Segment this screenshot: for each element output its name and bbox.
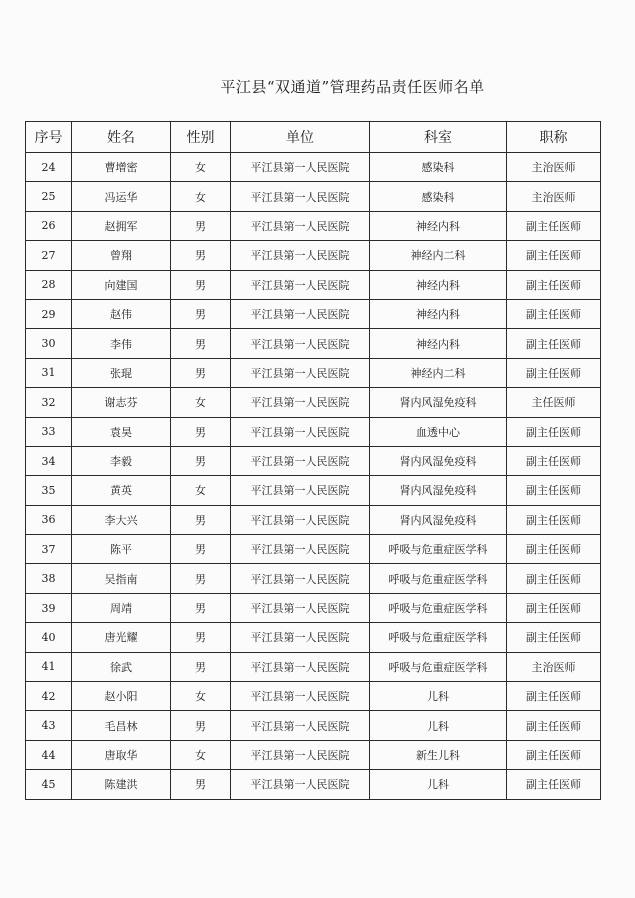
header-serial-number: 序号 (26, 122, 72, 153)
unit-cell: 平江县第一人民医院 (231, 770, 370, 799)
table-row (26, 682, 601, 711)
department-cell: 神经内科 (370, 299, 507, 328)
title-cell: 副主任医师 (507, 711, 601, 740)
table-row (26, 182, 601, 211)
serial-number-cell: 35 (26, 476, 72, 505)
gender-cell: 男 (171, 770, 231, 799)
name-cell: 向建国 (72, 270, 171, 299)
department-cell: 肾内风湿免疫科 (370, 505, 507, 534)
unit-cell: 平江县第一人民医院 (231, 652, 370, 681)
table-row (26, 241, 601, 270)
department-cell: 儿科 (370, 770, 507, 799)
department-cell: 神经内科 (370, 329, 507, 358)
table-row (26, 417, 601, 446)
unit-cell: 平江县第一人民医院 (231, 329, 370, 358)
serial-number-cell: 26 (26, 211, 72, 240)
title-cell: 副主任医师 (507, 211, 601, 240)
name-cell: 袁昊 (72, 417, 171, 446)
table-row (26, 446, 601, 475)
serial-number-cell: 40 (26, 623, 72, 652)
title-cell: 副主任医师 (507, 682, 601, 711)
name-cell: 冯运华 (72, 182, 171, 211)
name-cell: 周靖 (72, 593, 171, 622)
title-cell: 主治医师 (507, 652, 601, 681)
title-cell: 副主任医师 (507, 505, 601, 534)
unit-cell: 平江县第一人民医院 (231, 270, 370, 299)
unit-cell: 平江县第一人民医院 (231, 711, 370, 740)
table-row (26, 623, 601, 652)
header-name: 姓名 (72, 122, 171, 153)
unit-cell: 平江县第一人民医院 (231, 564, 370, 593)
serial-number-cell: 43 (26, 711, 72, 740)
gender-cell: 女 (171, 388, 231, 417)
table-row (26, 299, 601, 328)
department-cell: 神经内科 (370, 211, 507, 240)
unit-cell: 平江县第一人民医院 (231, 623, 370, 652)
serial-number-cell: 31 (26, 358, 72, 387)
department-cell: 神经内科 (370, 270, 507, 299)
unit-cell: 平江县第一人民医院 (231, 182, 370, 211)
gender-cell: 女 (171, 153, 231, 182)
serial-number-cell: 38 (26, 564, 72, 593)
department-cell: 神经内二科 (370, 358, 507, 387)
unit-cell: 平江县第一人民医院 (231, 446, 370, 475)
table-row (26, 329, 601, 358)
title-cell: 副主任医师 (507, 623, 601, 652)
table-row (26, 711, 601, 740)
table-row (26, 388, 601, 417)
title-cell: 副主任医师 (507, 241, 601, 270)
department-cell: 感染科 (370, 182, 507, 211)
serial-number-cell: 37 (26, 535, 72, 564)
unit-cell: 平江县第一人民医院 (231, 417, 370, 446)
table-row (26, 770, 601, 799)
gender-cell: 男 (171, 241, 231, 270)
title-cell: 副主任医师 (507, 770, 601, 799)
name-cell: 曹增密 (72, 153, 171, 182)
title-cell: 主任医师 (507, 388, 601, 417)
unit-cell: 平江县第一人民医院 (231, 740, 370, 769)
department-cell: 呼吸与危重症医学科 (370, 535, 507, 564)
table-row (26, 476, 601, 505)
name-cell: 陈建洪 (72, 770, 171, 799)
unit-cell: 平江县第一人民医院 (231, 211, 370, 240)
department-cell: 儿科 (370, 682, 507, 711)
name-cell: 唐光耀 (72, 623, 171, 652)
unit-cell: 平江县第一人民医院 (231, 593, 370, 622)
serial-number-cell: 39 (26, 593, 72, 622)
gender-cell: 男 (171, 299, 231, 328)
unit-cell: 平江县第一人民医院 (231, 299, 370, 328)
department-cell: 呼吸与危重症医学科 (370, 593, 507, 622)
name-cell: 徐武 (72, 652, 171, 681)
name-cell: 陈平 (72, 535, 171, 564)
physician-table (25, 121, 601, 800)
name-cell: 唐取华 (72, 740, 171, 769)
title-cell: 副主任医师 (507, 740, 601, 769)
department-cell: 新生儿科 (370, 740, 507, 769)
department-cell: 血透中心 (370, 417, 507, 446)
serial-number-cell: 34 (26, 446, 72, 475)
gender-cell: 男 (171, 564, 231, 593)
name-cell: 曾翔 (72, 241, 171, 270)
unit-cell: 平江县第一人民医院 (231, 476, 370, 505)
title-cell: 副主任医师 (507, 358, 601, 387)
name-cell: 吴指南 (72, 564, 171, 593)
serial-number-cell: 36 (26, 505, 72, 534)
name-cell: 赵小阳 (72, 682, 171, 711)
department-cell: 肾内风湿免疫科 (370, 446, 507, 475)
gender-cell: 男 (171, 623, 231, 652)
gender-cell: 女 (171, 682, 231, 711)
name-cell: 李大兴 (72, 505, 171, 534)
unit-cell: 平江县第一人民医院 (231, 153, 370, 182)
name-cell: 毛昌林 (72, 711, 171, 740)
table-row (26, 535, 601, 564)
name-cell: 赵拥军 (72, 211, 171, 240)
title-cell: 副主任医师 (507, 417, 601, 446)
title-cell: 副主任医师 (507, 270, 601, 299)
gender-cell: 女 (171, 182, 231, 211)
name-cell: 李毅 (72, 446, 171, 475)
serial-number-cell: 25 (26, 182, 72, 211)
gender-cell: 男 (171, 446, 231, 475)
gender-cell: 女 (171, 476, 231, 505)
unit-cell: 平江县第一人民医院 (231, 388, 370, 417)
name-cell: 张琨 (72, 358, 171, 387)
serial-number-cell: 29 (26, 299, 72, 328)
department-cell: 肾内风湿免疫科 (370, 388, 507, 417)
serial-number-cell: 27 (26, 241, 72, 270)
gender-cell: 男 (171, 505, 231, 534)
title-cell: 副主任医师 (507, 446, 601, 475)
header-gender: 性别 (171, 122, 231, 153)
gender-cell: 男 (171, 358, 231, 387)
gender-cell: 男 (171, 417, 231, 446)
unit-cell: 平江县第一人民医院 (231, 535, 370, 564)
title-cell: 主治医师 (507, 153, 601, 182)
header-title: 职称 (507, 122, 601, 153)
table-body (26, 153, 601, 800)
gender-cell: 男 (171, 535, 231, 564)
serial-number-cell: 30 (26, 329, 72, 358)
serial-number-cell: 44 (26, 740, 72, 769)
document-title: 平江县“双通道”管理药品责任医师名单 (220, 78, 485, 96)
department-cell: 感染科 (370, 153, 507, 182)
department-cell: 呼吸与危重症医学科 (370, 652, 507, 681)
title-cell: 副主任医师 (507, 476, 601, 505)
gender-cell: 男 (171, 270, 231, 299)
table-row (26, 211, 601, 240)
table-row (26, 505, 601, 534)
serial-number-cell: 33 (26, 417, 72, 446)
table-header-row (26, 122, 601, 153)
table-row (26, 153, 601, 182)
table-row (26, 270, 601, 299)
serial-number-cell: 41 (26, 652, 72, 681)
department-cell: 肾内风湿免疫科 (370, 476, 507, 505)
table-row (26, 564, 601, 593)
table-row (26, 652, 601, 681)
name-cell: 李伟 (72, 329, 171, 358)
table-row (26, 358, 601, 387)
unit-cell: 平江县第一人民医院 (231, 358, 370, 387)
title-cell: 副主任医师 (507, 593, 601, 622)
gender-cell: 男 (171, 211, 231, 240)
header-department: 科室 (370, 122, 507, 153)
unit-cell: 平江县第一人民医院 (231, 682, 370, 711)
department-cell: 呼吸与危重症医学科 (370, 564, 507, 593)
name-cell: 黄英 (72, 476, 171, 505)
serial-number-cell: 32 (26, 388, 72, 417)
unit-cell: 平江县第一人民医院 (231, 505, 370, 534)
title-cell: 副主任医师 (507, 535, 601, 564)
gender-cell: 男 (171, 593, 231, 622)
name-cell: 赵伟 (72, 299, 171, 328)
title-cell: 副主任医师 (507, 329, 601, 358)
department-cell: 神经内二科 (370, 241, 507, 270)
title-cell: 副主任医师 (507, 299, 601, 328)
serial-number-cell: 24 (26, 153, 72, 182)
gender-cell: 女 (171, 740, 231, 769)
department-cell: 呼吸与危重症医学科 (370, 623, 507, 652)
gender-cell: 男 (171, 329, 231, 358)
name-cell: 谢志芬 (72, 388, 171, 417)
title-cell: 主治医师 (507, 182, 601, 211)
serial-number-cell: 42 (26, 682, 72, 711)
table-row (26, 740, 601, 769)
serial-number-cell: 45 (26, 770, 72, 799)
department-cell: 儿科 (370, 711, 507, 740)
table-row (26, 593, 601, 622)
serial-number-cell: 28 (26, 270, 72, 299)
gender-cell: 男 (171, 652, 231, 681)
header-unit: 单位 (231, 122, 370, 153)
unit-cell: 平江县第一人民医院 (231, 241, 370, 270)
gender-cell: 男 (171, 711, 231, 740)
title-cell: 副主任医师 (507, 564, 601, 593)
